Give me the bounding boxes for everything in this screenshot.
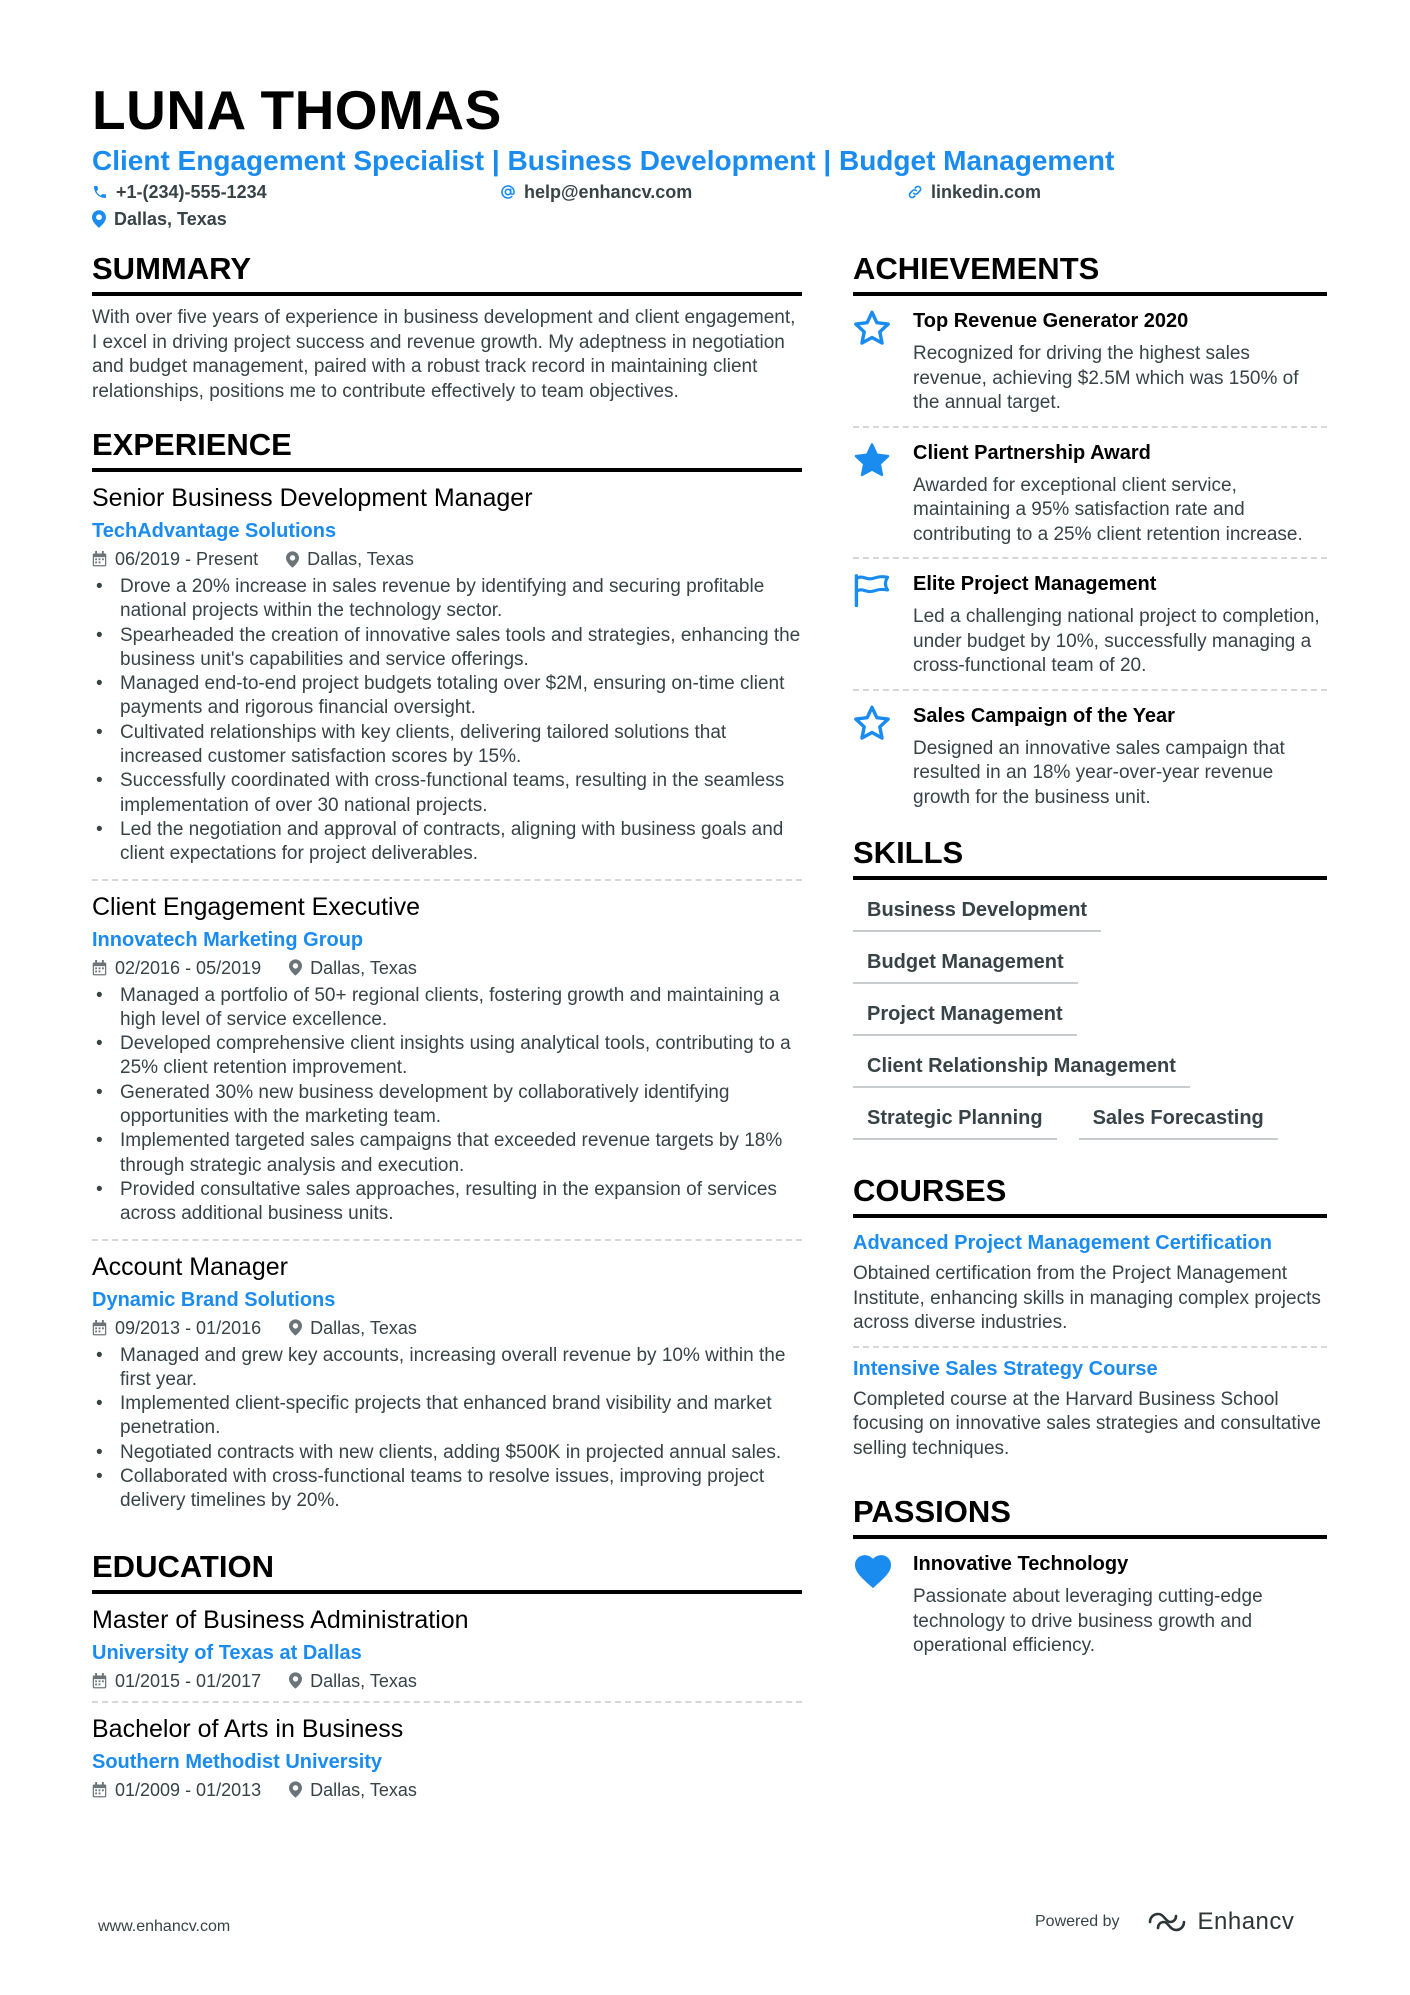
bullet-item: • Cultivated relationships with key clients, delivering tailored solutions that increased customer satisfaction scores by 15%. [92, 721, 802, 770]
job-bullets [92, 1344, 802, 1514]
contact-email[interactable] [500, 180, 692, 204]
education-meta [92, 1778, 802, 1802]
degree-title: Bachelor of Arts in Business [92, 1714, 404, 1743]
left-column [92, 250, 802, 1820]
skill-tag: Sales Forecasting [1079, 1098, 1278, 1140]
job-bullets [92, 984, 802, 1227]
school-name: University of Texas at Dallas [92, 1641, 362, 1664]
contact-location [92, 207, 227, 231]
education-meta [92, 1669, 802, 1693]
achievement-item [853, 428, 1327, 560]
star-filled-icon [853, 442, 891, 478]
job-meta [92, 956, 802, 980]
achievement-item [853, 691, 1327, 821]
job-bullets [92, 575, 802, 867]
education-location: Dallas, Texas [310, 1670, 417, 1691]
bullet-item: • Managed end-to-end project budgets totaling over $2M, ensuring on-time client payments and rigorous financial oversight. [92, 672, 802, 721]
email-text: help@enhancv.com [524, 182, 693, 202]
course-desc: Obtained certification from the Project Management Institute, enhancing skills in managing complex projects across diverse industries. [853, 1263, 1321, 1333]
achievement-title: Client Partnership Award [913, 441, 1151, 464]
bullet-item: • Developed comprehensive client insights using analytical tools, contributing to a 25% client retention improvement. [92, 1032, 802, 1081]
link-icon [907, 184, 923, 200]
skill-tag: Strategic Planning [853, 1098, 1057, 1140]
contact-phone [92, 180, 267, 204]
summary-text: With over five years of experience in business development and client engagement, I excel in driving project success and revenue growth. My adeptness in negotiation and budget management, paired with a robust track record in maintaining client relationships, positions me to contribute effectively to team objectives. [92, 307, 796, 402]
course-item [853, 1222, 1327, 1348]
phone-icon [92, 184, 108, 200]
headline: Client Engagement Specialist | Business Development | Budget Management [92, 145, 1115, 176]
location-text: Dallas, Texas [114, 209, 227, 229]
achievement-desc: Designed an innovative sales campaign that resulted in an 18% year-over-year revenue growth for the business unit. [913, 737, 1285, 808]
company-name: TechAdvantage Solutions [92, 520, 337, 542]
course-item [853, 1348, 1327, 1472]
star-outline-icon [853, 705, 891, 741]
achievement-title: Sales Campaign of the Year [913, 704, 1175, 727]
bullet-item: • Drove a 20% increase in sales revenue by identifying and securing profitable national projects within the technology sector. [92, 575, 802, 624]
enhancv-logo-icon [1144, 1910, 1190, 1934]
contact-linkedin[interactable] [907, 180, 1041, 204]
location-pin-icon [92, 210, 106, 228]
job-meta [92, 547, 802, 571]
location-pin-icon [289, 1781, 302, 1798]
experience-entry [92, 1251, 802, 1526]
company-name: Innovatech Marketing Group [92, 928, 364, 951]
bullet-item: • Led the negotiation and approval of contracts, aligning with business goals and client expectations for project deliverables. [92, 818, 802, 867]
job-title: Senior Business Development Manager [92, 484, 533, 512]
courses-title: COURSES [853, 1172, 1327, 1218]
bullet-item: • Implemented targeted sales campaigns that exceeded revenue targets by 18% through strategic analysis and execution. [92, 1129, 802, 1178]
footer-branding [1035, 1908, 1294, 1936]
linkedin-text: linkedin.com [931, 182, 1042, 202]
phone-text: +1-(234)-555-1234 [116, 182, 267, 202]
brand-name: Enhancv [1197, 1908, 1295, 1935]
achievement-item [853, 296, 1327, 428]
calendar-icon [92, 960, 107, 976]
achievements-title: ACHIEVEMENTS [853, 250, 1327, 296]
job-dates: 02/2016 - 05/2019 [115, 957, 262, 978]
location-pin-icon [289, 1319, 302, 1336]
job-title: Account Manager [92, 1252, 288, 1281]
school-name: Southern Methodist University [92, 1750, 383, 1773]
at-icon [500, 184, 516, 200]
education-entry [92, 1604, 802, 1703]
job-title: Client Engagement Executive [92, 892, 420, 921]
calendar-icon [92, 1673, 107, 1689]
bullet-item: • Spearheaded the creation of innovative sales tools and strategies, enhancing the business unit's capabilities and service offerings. [92, 624, 802, 673]
skill-tag: Project Management [853, 994, 1077, 1036]
flag-icon [853, 573, 891, 607]
passion-desc: Passionate about leveraging cutting-edge technology to drive business growth and operational efficiency. [913, 1586, 1263, 1656]
achievement-desc: Led a challenging national project to completion, under budget by 10%, successfully managing a cross-functional team of 20. [913, 606, 1320, 676]
skill-tag: Business Development [853, 890, 1101, 932]
footer-website[interactable]: www.enhancv.com [98, 1918, 231, 1935]
achievement-title: Top Revenue Generator 2020 [913, 310, 1189, 332]
calendar-icon [92, 1782, 107, 1798]
education-dates: 01/2015 - 01/2017 [115, 1670, 262, 1691]
passions-title: PASSIONS [853, 1493, 1327, 1539]
skill-tag: Client Relationship Management [853, 1046, 1190, 1088]
job-location: Dallas, Texas [310, 957, 417, 978]
bullet-item: • Negotiated contracts with new clients, adding $500K in projected annual sales. [92, 1441, 802, 1465]
course-title: Advanced Project Management Certification [853, 1232, 1272, 1254]
skill-tag: Budget Management [853, 942, 1078, 984]
experience-title: EXPERIENCE [92, 426, 802, 472]
candidate-name: LUNA THOMAS [92, 79, 502, 141]
location-pin-icon [289, 1672, 302, 1689]
education-entry [92, 1713, 802, 1810]
course-desc: Completed course at the Harvard Business School focusing on innovative sales strategies and consultative selling techniques. [853, 1388, 1321, 1459]
job-location: Dallas, Texas [310, 1317, 417, 1338]
summary-title: SUMMARY [92, 250, 802, 296]
bullet-item: • Successfully coordinated with cross-functional teams, resulting in the seamless implementation of over 30 national projects. [92, 769, 802, 818]
achievement-desc: Recognized for driving the highest sales revenue, achieving $2.5M which was 150% of the annual target. [913, 343, 1299, 413]
passion-title: Innovative Technology [913, 1553, 1129, 1575]
skills-list [853, 890, 1327, 1150]
location-pin-icon [289, 959, 302, 976]
job-dates: 09/2013 - 01/2016 [115, 1317, 262, 1338]
job-dates: 06/2019 - Present [115, 549, 259, 569]
job-location: Dallas, Texas [307, 549, 414, 569]
star-outline-icon [853, 310, 891, 346]
powered-by-text: Powered by [1035, 1913, 1120, 1930]
passion-item [853, 1539, 1327, 1669]
calendar-icon [92, 1320, 107, 1336]
degree-title: Master of Business Administration [92, 1605, 469, 1634]
company-name: Dynamic Brand Solutions [92, 1288, 336, 1311]
right-column [853, 250, 1327, 1669]
bullet-item: • Managed a portfolio of 50+ regional clients, fostering growth and maintaining a high level of service excellence. [92, 984, 802, 1033]
education-dates: 01/2009 - 01/2013 [115, 1779, 262, 1800]
heart-icon [853, 1553, 893, 1589]
course-title: Intensive Sales Strategy Course [853, 1357, 1158, 1380]
achievement-item [853, 559, 1327, 691]
education-title: EDUCATION [92, 1548, 802, 1594]
experience-entry [92, 891, 802, 1241]
bullet-item: • Managed and grew key accounts, increasing overall revenue by 10% within the first year. [92, 1344, 802, 1393]
education-location: Dallas, Texas [310, 1779, 417, 1800]
experience-entry [92, 482, 802, 881]
location-pin-icon [286, 551, 299, 568]
bullet-item: • Collaborated with cross-functional teams to resolve issues, improving project delivery timelines by 20%. [92, 1465, 802, 1514]
achievement-title: Elite Project Management [913, 573, 1157, 595]
achievement-desc: Awarded for exceptional client service, maintaining a 95% satisfaction rate and contributing to a 25% client retention increase. [913, 474, 1303, 545]
bullet-item: • Provided consultative sales approaches, resulting in the expansion of services across additional business units. [92, 1178, 802, 1227]
bullet-item: • Implemented client-specific projects that enhanced brand visibility and market penetration. [92, 1392, 802, 1441]
skills-title: SKILLS [853, 834, 1327, 880]
calendar-icon [92, 551, 107, 567]
job-meta [92, 1316, 802, 1340]
bullet-item: • Generated 30% new business development by collaboratively identifying opportunities with the marketing team. [92, 1081, 802, 1130]
